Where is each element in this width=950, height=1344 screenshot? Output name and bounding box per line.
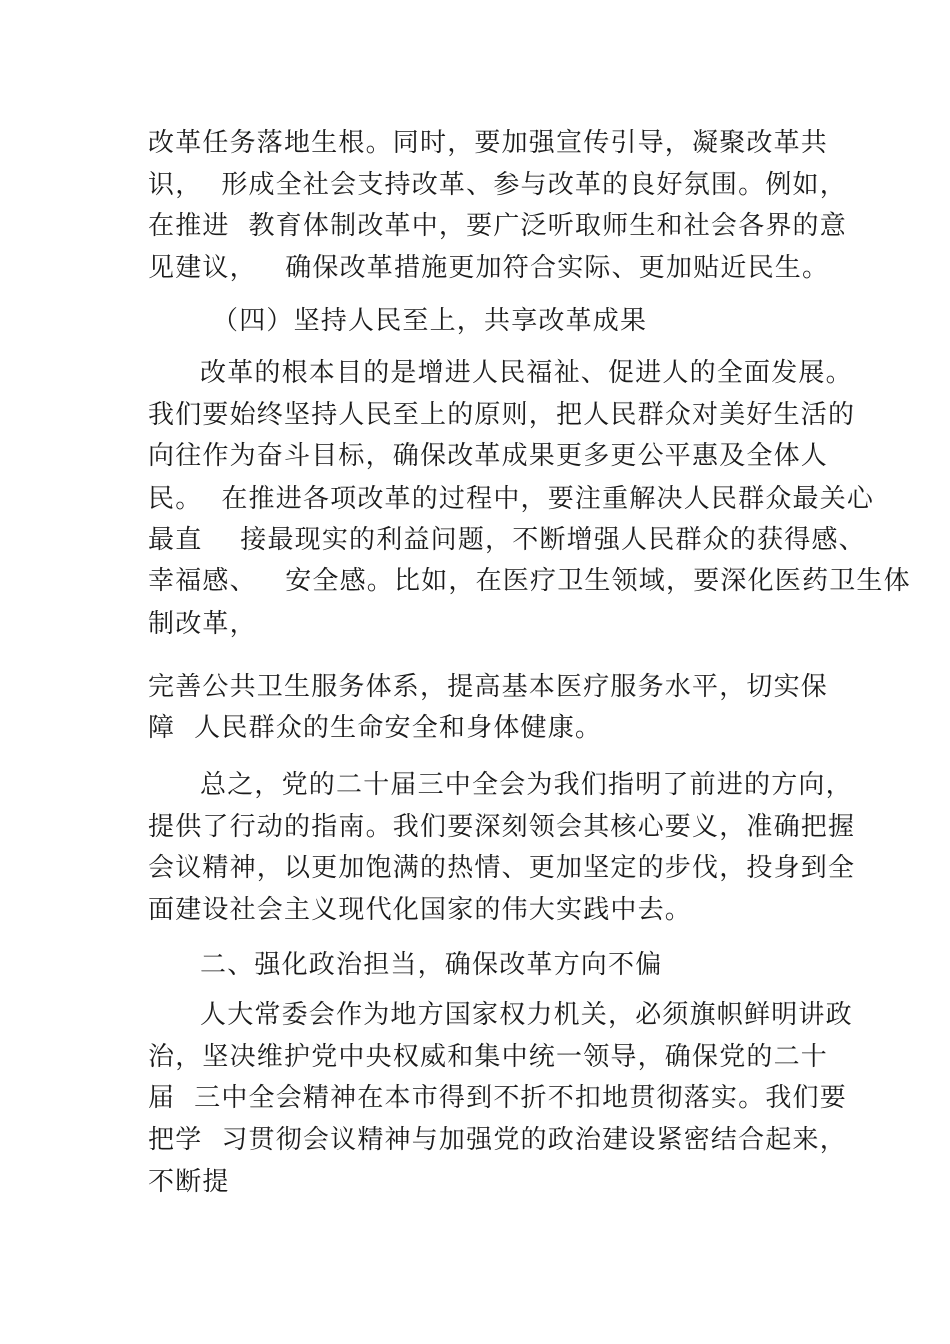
body-text-line: 会议精神，以更加饱满的热情、更加坚定的步伐，投身到全: [148, 853, 856, 883]
body-text-line: 制改革，: [148, 609, 257, 639]
body-text-line: 不断提: [148, 1167, 230, 1197]
body-text-line: 完善公共卫生服务体系，提高基本医疗服务水平，切实保: [148, 672, 829, 702]
body-text-line: 人大常委会作为地方国家权力机关，必须旗帜鲜明讲政: [200, 1000, 853, 1030]
body-text-line: 总之，党的二十届三中全会为我们指明了前进的方向，: [200, 770, 853, 800]
body-text-line: 在推进 教育体制改革中，要广泛听取师生和社会各界的意: [148, 211, 847, 241]
body-text-line: 障 人民群众的生命安全和身体健康。: [148, 713, 603, 743]
body-text-line: 届 三中全会精神在本市得到不折不扣地贯彻落实。我们要: [148, 1083, 847, 1113]
body-text-line: 向往作为奋斗目标，确保改革成果更多更公平惠及全体人: [148, 441, 829, 471]
body-text-line: 我们要始终坚持人民至上的原则，把人民群众对美好生活的: [148, 400, 856, 430]
body-text-line: 把学 习贯彻会议精神与加强党的政治建设紧密结合起来，: [148, 1125, 847, 1155]
body-text-line: 面建设社会主义现代化国家的伟大实践中去。: [148, 895, 693, 925]
section-heading: 二、强化政治担当，确保改革方向不偏: [200, 950, 663, 980]
body-text-line: 识， 形成全社会支持改革、参与改革的良好氛围。例如，: [148, 170, 847, 200]
body-text-line: 民。 在推进各项改革的过程中，要注重解决人民群众最关心: [148, 484, 875, 514]
body-text-line: 见建议， 确保改革措施更加符合实际、更加贴近民生。: [148, 253, 830, 283]
body-text-line: 最直 接最现实的利益问题，不断增强人民群众的获得感、: [148, 525, 866, 555]
body-text-line: 改革的根本目的是增进人民福祉、促进人的全面发展。: [200, 358, 853, 388]
body-text-line: 治，坚决维护党中央权威和集中统一领导，确保党的二十: [148, 1042, 829, 1072]
body-text-line: 幸福感、 安全感。比如，在医疗卫生领域，要深化医药卫生体: [148, 566, 911, 596]
body-text-line: 改革任务落地生根。同时，要加强宣传引导，凝聚改革共: [148, 128, 829, 158]
section-heading: （四）坚持人民至上，共享改革成果: [212, 306, 648, 336]
body-text-line: 提供了行动的指南。我们要深刻领会其核心要义，准确把握: [148, 812, 856, 842]
